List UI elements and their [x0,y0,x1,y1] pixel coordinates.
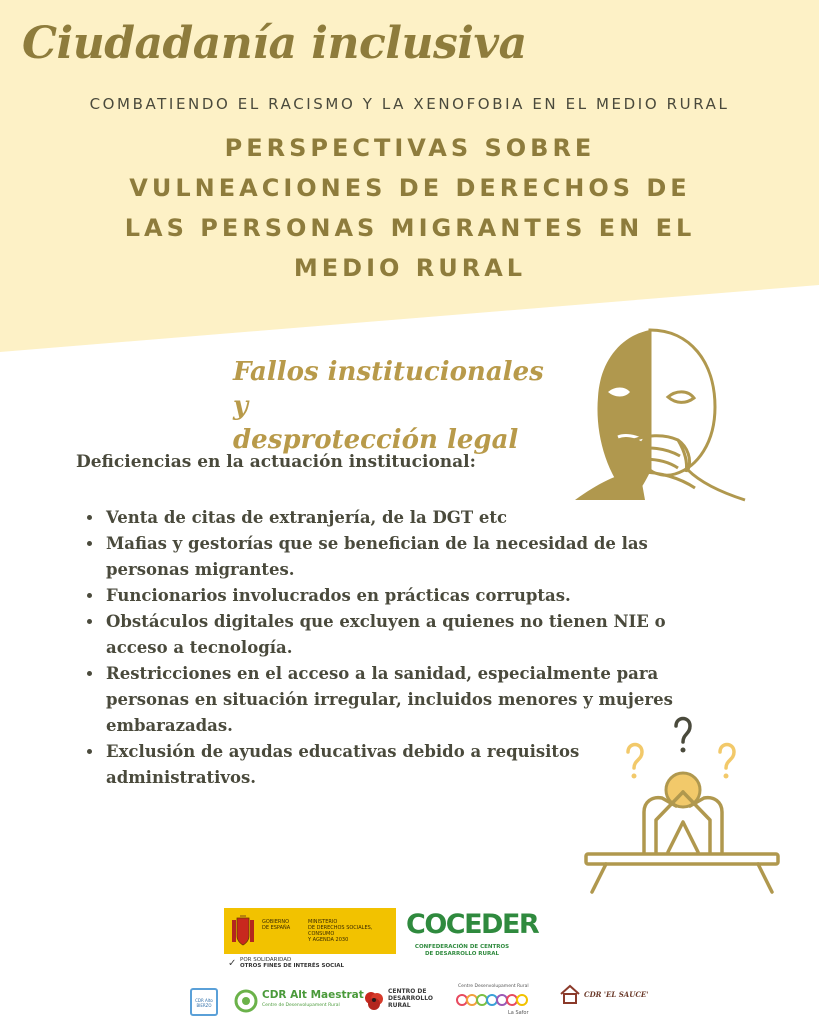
section-title [233,355,563,457]
list-item: • Venta de citas de extranjería, de la DGT etc [104,505,694,531]
ministry-text-line: Y AGENDA 2030 [308,937,349,943]
page-title: Ciudadanía inclusiva [22,18,527,69]
checkmark-icon: ✓ [228,958,237,969]
gov-foot-line: POR SOLIDARIDAD [240,957,292,963]
maestrat-name: CDR Alt Maestrat [262,989,364,1001]
centro-text-line: RURAL [388,1002,411,1009]
ministry-text-line: DE DERECHOS SOCIALES, CONSUMO [308,925,373,937]
stressed-person-icon [580,712,785,897]
poppy-flower-icon [362,989,386,1013]
maestrat-circle-icon [234,989,258,1013]
centro-text-line: CENTRO DE [388,988,427,995]
gov-text [262,919,290,931]
question-mark-icon [676,719,690,743]
cdr-la-safor-logo [454,984,536,1018]
house-icon [558,982,582,1006]
centro-text-line: DESARROLLO [388,995,433,1002]
heading-line: VULNEACIONES DE DERECHOS DE [129,174,691,202]
el-sauce-name: CDR 'EL SAUCE' [584,990,649,999]
intro-text: Deficiencias en la actuación institucional: [76,452,476,472]
heading-line: PERSPECTIVAS SOBRE [224,134,596,162]
list-item: • Restricciones en el acceso a la sanidad, especialmente para personas en situación irregular, incluidos menores y mujeres embarazadas. [104,661,694,739]
gov-logo-box [224,908,396,954]
coceder-name: COCEDER [406,909,539,940]
colored-rings-icon [456,992,528,1008]
question-mark-icon [628,745,734,769]
ministry-text-line: MINISTERIO [308,919,338,925]
main-heading [60,128,760,288]
maestrat-sub: Centre de Desenvolupament Rural [262,1003,340,1008]
coceder-logo [406,909,539,968]
gov-foot-line: OTROS FINES DE INTERÉS SOCIAL [240,963,344,969]
heading-line: MEDIO RURAL [293,254,527,282]
section-title-line: desprotección legal [233,425,519,455]
list-item: • Mafias y gestorías que se benefician de la necesidad de las personas migrantes. [104,531,694,583]
heading-line: LAS PERSONAS MIGRANTES EN EL [124,214,696,242]
coceder-subtitle [406,944,518,958]
gov-foot-text [240,957,344,969]
ministry-text [308,919,396,943]
safor-name: La Safor [508,1010,529,1016]
coceder-sub-line: CONFEDERACIÓN DE CENTROS [414,944,510,950]
page-subtitle: COMBATIENDO EL RACISMO Y LA XENOFOBIA EN EL MEDIO RURAL [89,95,730,113]
coat-of-arms-icon [230,914,256,948]
section-title-line: Fallos institucionales y [233,357,544,421]
centro-text [388,988,433,1009]
centro-desarrollo-rural-logo [362,986,444,1016]
bierzo-text: CDR Alto BIERZO [195,998,213,1008]
list-item: • Funcionarios involucrados en prácticas corruptas. [104,583,694,609]
gobierno-espana-logo [224,908,396,970]
gov-text-line: GOBIERNO [262,919,290,925]
theater-mask-icon [570,322,750,507]
safor-top-text: Centre Desenvolupament Rural [458,984,529,989]
cdr-alt-maestrat-logo [234,986,364,1016]
list-item: • Exclusión de ayudas educativas debido a requisitos administrativos. [104,739,694,791]
list-item: • Obstáculos digitales que excluyen a quienes no tienen NIE o acceso a tecnología. [104,609,694,661]
coceder-sub-line: DE DESARROLLO RURAL [424,951,500,957]
gov-text-line: DE ESPAÑA [262,925,291,931]
cdr-alto-bierzo-logo [190,988,218,1016]
cdr-el-sauce-logo [556,978,649,1018]
